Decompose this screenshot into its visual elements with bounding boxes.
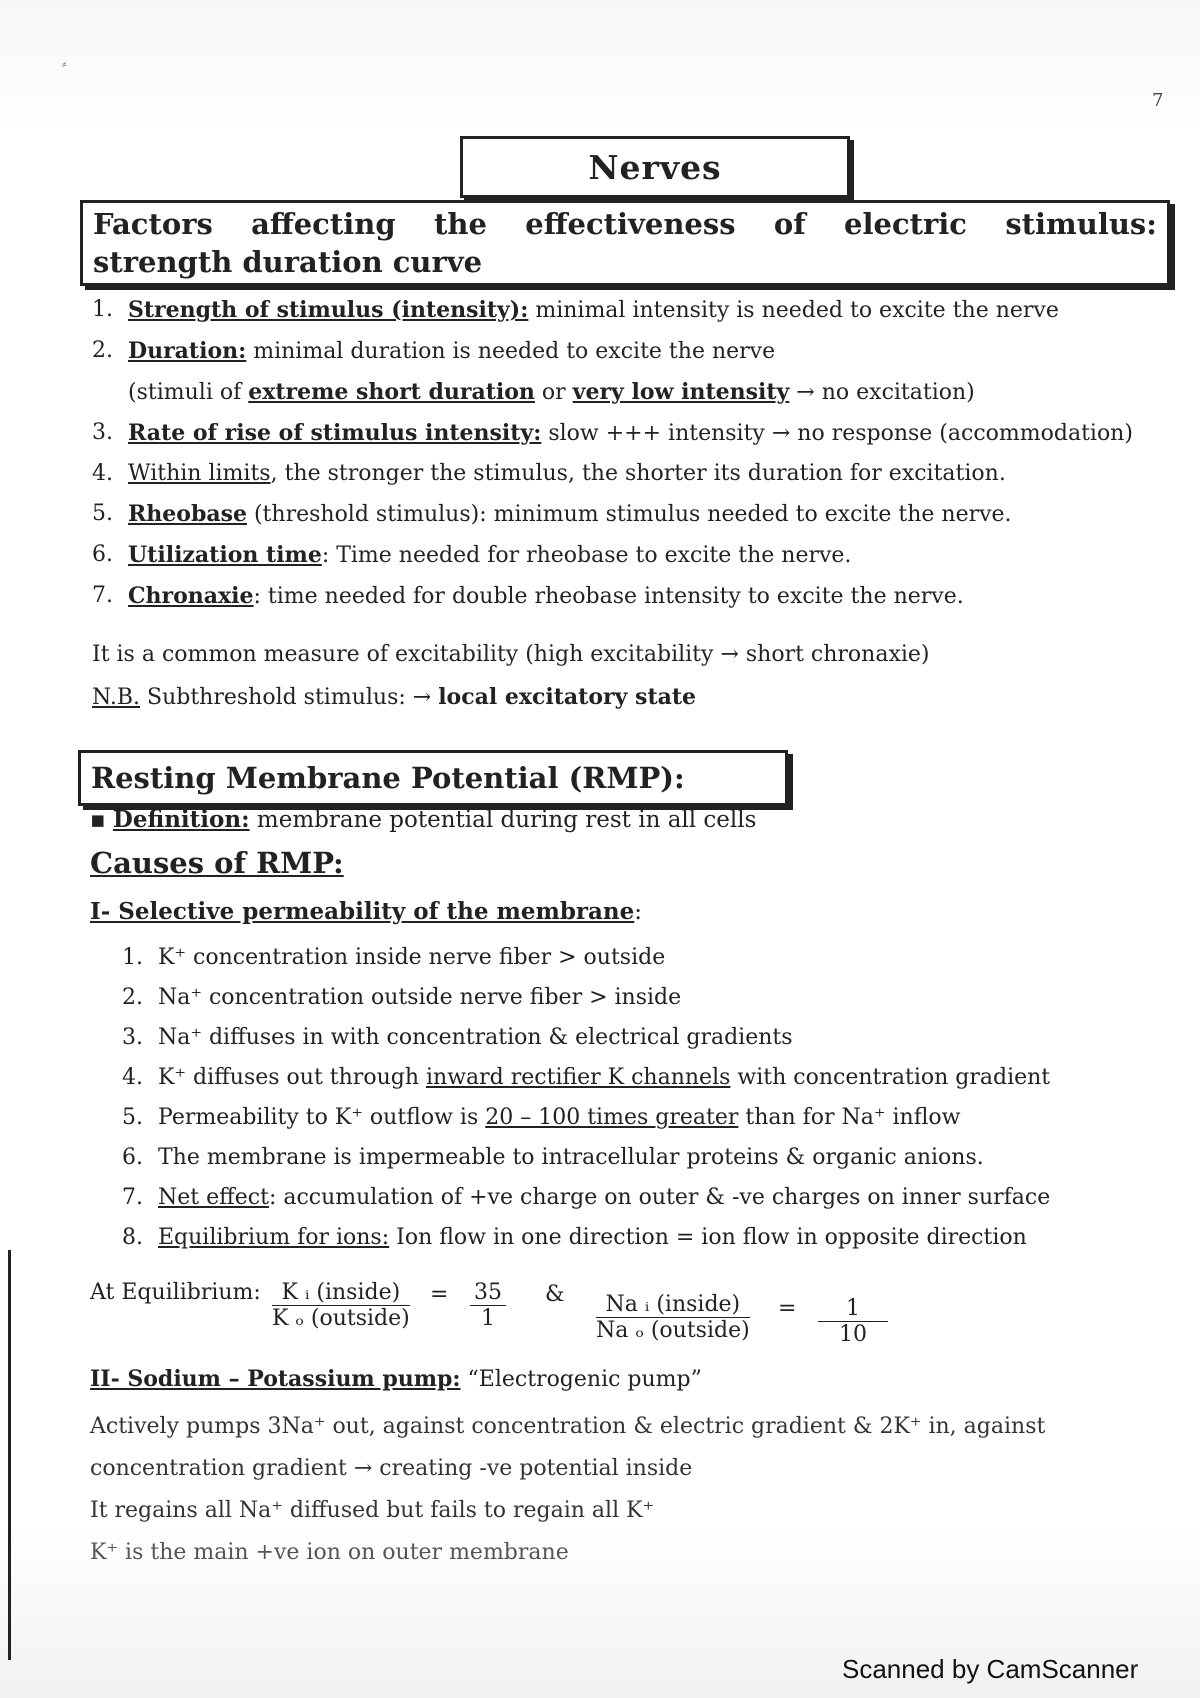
heading-word: effectiveness xyxy=(525,207,736,241)
list-item xyxy=(122,978,1198,1018)
nb-note xyxy=(92,684,696,710)
item-number: 1. xyxy=(122,945,143,970)
item-number: 2. xyxy=(122,985,143,1010)
pump-line: concentration gradient → creating -ve potential inside xyxy=(90,1456,693,1481)
heading-word: affecting xyxy=(251,207,396,241)
rmp-heading: Resting Membrane Potential (RMP): xyxy=(78,750,788,806)
list-item xyxy=(122,1058,1198,1098)
factors-list xyxy=(92,290,1188,617)
staple-mark: ⸗ xyxy=(62,56,67,72)
equals-sign: = xyxy=(778,1296,797,1321)
rmp-causes-list xyxy=(122,938,1198,1258)
list-item xyxy=(92,576,1188,617)
item-term: Rheobase xyxy=(128,501,247,527)
item-number: 5. xyxy=(122,1105,143,1130)
list-item xyxy=(92,494,1188,535)
item-number: 2. xyxy=(92,338,113,363)
nb-text: Subthreshold stimulus: → xyxy=(140,685,439,710)
chronaxie-note: It is a common measure of excitability (high excitability → short chronaxie) xyxy=(92,642,930,667)
pump-line: It regains all Na⁺ diffused but fails to regain all K⁺ xyxy=(90,1498,655,1523)
list-item xyxy=(122,1098,1198,1138)
list-item xyxy=(122,1138,1198,1178)
item-term: Duration: xyxy=(128,338,247,364)
item-text: minimal duration is needed to excite the nerve xyxy=(246,339,776,364)
definition-text: membrane potential during rest in all cells xyxy=(249,807,757,833)
list-item xyxy=(122,1218,1198,1258)
page-edge-shadow xyxy=(8,1250,11,1660)
definition-label: Definition: xyxy=(112,806,250,833)
k-numerator: K ᵢ (inside) xyxy=(272,1280,410,1306)
item-text: Na⁺ concentration outside nerve fiber > inside xyxy=(158,985,682,1010)
item-term: Rate of rise of stimulus intensity: xyxy=(128,420,542,446)
nb-label: N.B. xyxy=(92,685,140,710)
item-number: 4. xyxy=(122,1065,143,1090)
list-item xyxy=(92,535,1188,576)
na-value-numerator: 1 xyxy=(818,1296,888,1322)
definition-line xyxy=(90,806,756,833)
list-item xyxy=(122,1018,1198,1058)
item-number: 7. xyxy=(122,1185,143,1210)
item-number: 3. xyxy=(92,420,113,445)
heading-word: Factors xyxy=(93,207,213,241)
factors-heading-line2: strength duration curve xyxy=(93,245,483,279)
item-number: 3. xyxy=(122,1025,143,1050)
factors-heading-box xyxy=(80,200,1170,286)
list-item xyxy=(92,331,1188,372)
duration-note xyxy=(128,372,1188,413)
page-number: 7 xyxy=(1152,90,1164,111)
heading-word: stimulus: xyxy=(1005,207,1157,241)
note-text: → no excitation) xyxy=(789,380,975,405)
item-text: Na⁺ diffuses in with concentration & electrical gradients xyxy=(158,1025,793,1050)
item-text: Ion flow in one direction = ion flow in opposite direction xyxy=(389,1225,1027,1250)
selective-suffix: : xyxy=(634,899,643,925)
item-text: with concentration gradient xyxy=(730,1065,1051,1090)
list-item xyxy=(122,938,1198,978)
item-term: Utilization time xyxy=(128,542,322,568)
note-text: or xyxy=(534,380,573,405)
equilibrium-label: At Equilibrium: xyxy=(90,1280,261,1305)
selective-permeability-heading xyxy=(90,898,642,925)
bullet-icon: ▪ xyxy=(90,807,113,833)
item-number: 1. xyxy=(92,297,113,322)
pump-line: K⁺ is the main +ve ion on outer membrane xyxy=(90,1540,569,1565)
item-text: K⁺ diffuses out through xyxy=(158,1065,426,1090)
item-text: (threshold stimulus): minimum stimulus needed to excite the nerve. xyxy=(246,502,1012,527)
k-value-fraction xyxy=(470,1280,506,1331)
note-text: (stimuli of xyxy=(128,380,249,405)
factors-heading-line1 xyxy=(93,205,1157,243)
page-title: Nerves xyxy=(460,136,850,198)
item-text: slow +++ intensity → no response (accommodation) xyxy=(541,421,1133,446)
item-number: 5. xyxy=(92,501,113,526)
item-term: Net effect xyxy=(158,1185,269,1210)
item-term: 20 – 100 times greater xyxy=(485,1105,739,1130)
item-term: Within limits xyxy=(128,461,271,486)
list-item xyxy=(92,413,1188,454)
item-text: : Time needed for rheobase to excite the nerve. xyxy=(321,543,852,568)
item-number: 8. xyxy=(122,1225,143,1250)
item-text: Permeability to K⁺ outflow is xyxy=(158,1105,486,1130)
na-value-fraction xyxy=(818,1296,888,1347)
item-number: 4. xyxy=(92,461,113,486)
k-value-denominator: 1 xyxy=(481,1306,495,1331)
k-ratio-fraction xyxy=(272,1280,410,1331)
item-text: : accumulation of +ve charge on outer & -ve charges on inner surface xyxy=(268,1185,1051,1210)
item-text: K⁺ concentration inside nerve fiber > outside xyxy=(158,945,666,970)
equals-sign: = xyxy=(430,1282,449,1307)
item-text: The membrane is impermeable to intracellular proteins & organic anions. xyxy=(158,1145,984,1170)
na-denominator: Na ₒ (outside) xyxy=(596,1318,750,1343)
item-text: , the stronger the stimulus, the shorter its duration for excitation. xyxy=(270,461,1006,486)
heading-word: the xyxy=(433,207,487,241)
item-term: Equilibrium for ions: xyxy=(158,1225,390,1250)
pump-quote: “Electrogenic pump” xyxy=(460,1367,702,1392)
nb-bold: local excitatory state xyxy=(438,684,697,710)
na-ratio-fraction xyxy=(596,1292,750,1343)
pump-line: Actively pumps 3Na⁺ out, against concentration & electric gradient & 2K⁺ in, against xyxy=(90,1414,1046,1439)
selective-label: I- Selective permeability of the membrane xyxy=(90,898,635,925)
item-number: 7. xyxy=(92,583,113,608)
item-text: minimal intensity is needed to excite the nerve xyxy=(528,298,1059,323)
k-value-numerator: 35 xyxy=(470,1280,506,1306)
item-text: : time needed for double rheobase intensity to excite the nerve. xyxy=(253,584,964,609)
item-term: Chronaxie xyxy=(128,583,254,609)
item-number: 6. xyxy=(122,1145,143,1170)
pump-heading xyxy=(90,1366,702,1392)
na-numerator: Na ᵢ (inside) xyxy=(596,1292,750,1318)
list-item xyxy=(92,454,1188,494)
na-value-denominator: 10 xyxy=(839,1322,867,1347)
item-text: than for Na⁺ inflow xyxy=(738,1105,961,1130)
item-term: inward rectifier K channels xyxy=(426,1065,731,1090)
note-term: very low intensity xyxy=(572,379,790,405)
k-denominator: K ₒ (outside) xyxy=(272,1306,410,1331)
pump-label: II- Sodium – Potassium pump: xyxy=(90,1366,461,1392)
list-item xyxy=(122,1178,1198,1218)
scanner-watermark: Scanned by CamScanner xyxy=(842,1654,1139,1684)
causes-heading: Causes of RMP: xyxy=(90,846,344,880)
heading-word: of xyxy=(773,207,806,241)
item-term: Strength of stimulus (intensity): xyxy=(128,297,529,323)
list-item xyxy=(92,290,1188,331)
note-term: extreme short duration xyxy=(248,379,535,405)
heading-word: electric xyxy=(844,207,967,241)
ampersand: & xyxy=(545,1282,565,1307)
item-number: 6. xyxy=(92,542,113,567)
